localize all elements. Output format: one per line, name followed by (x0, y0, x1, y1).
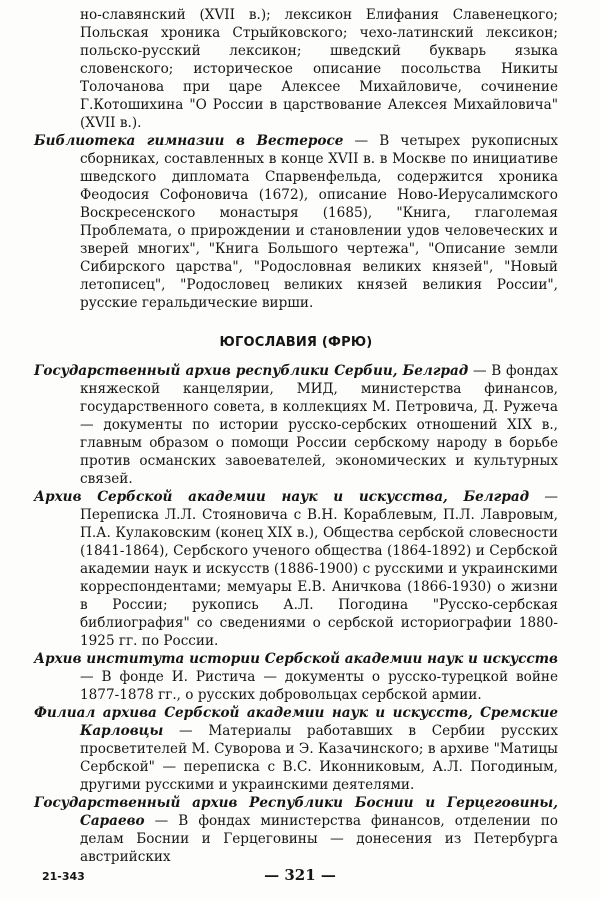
entry-vesteras-library (34, 132, 558, 312)
continuation-paragraph: но-славянский (XVII в.); лексикон Елифания Славенецкого; Польская хроника Стрыйковского; чехо-латинский лексикон; польско-русский лексикон; шведский букварь языка словенского; историческое описание посольства Никиты Толочанова при царе Алексее Михайловиче, сочинение Г.Котошихина "О России в царствование Алексея Михайловича" (XVII в.). (80, 7, 558, 131)
section-heading-yugoslavia: ЮГОСЛАВИЯ (ФРЮ) (219, 335, 373, 350)
entry-title: Архив Сербской академии наук и искусства, Белград (34, 489, 530, 505)
page-number: — 321 — (264, 866, 336, 884)
entry-serbian-academy-archive (34, 488, 558, 650)
entry-text: — В фондах княжеской канцелярии, МИД, министерства финансов, государственного совета, в коллекциях М. Петровича, Д. Ружеча — документы по истории русско-сербских отношений XIX в., главным образом о помощи России сербскому народу в борьбе против османских завоевателей, экономических и культурных связей. (80, 363, 558, 487)
entry-history-institute-archive (34, 650, 558, 704)
entry-sremski-karlovci-branch (34, 704, 558, 794)
printer-signature: 21-343 (42, 870, 85, 883)
entry-title: Государственный архив Республики Боснии и Герцеговины, Сараево (34, 795, 558, 829)
page-body (34, 6, 558, 866)
entry-bosnia-state-archive (34, 794, 558, 866)
entry-text: — Переписка Л.Л. Стояновича с В.Н. Кораблевым, П.Л. Лавровым, П.А. Кулаковским (конец XIX в.), Общества сербской словесности (1841-1864), Сербского ученого общества (1864-1892) и Сербской академии наук и искусств (1886-1900) с русскими и украинскими корреспондентами; мемуары Е.В. Аничкова (1866-1930) о жизни в России; рукопись А.Л. Погодина "Русско-сербская библиография" со сведениями о сербской историографии 1880-1925 гг. по России. (80, 489, 558, 649)
entry-text: — В четырех рукописных сборниках, составленных в конце XVII в. в Москве по инициативе шведского дипломата Спарвенфельда, содержится хроника Феодосия Софоновича (1672), описание Ново-Иерусалимского Воскресенского монастыря (1685), "Книга, глаголемая Проблемата, о прирождении и становлении удов человеческих и зверей многих", "Книга Большого чертежа", "Описание земли Сибирского царства", "Родословная великих князей", "Новый летописец", "Родословец великих князей великия России", русские геральдические вирши. (80, 133, 558, 311)
entry-title: Библиотека гимназии в Вестеросе (34, 133, 344, 149)
entry-text: — В фондах министерства финансов, отделении по делам Боснии и Герцеговины — донесения из Петербурга австрийских (80, 813, 558, 865)
entry-title: Государственный архив республики Сербии, Белград (34, 363, 469, 379)
entry-text: — В фонде И. Ристича — документы о русско-турецкой войне 1877-1878 гг., о русских добровольцах сербской армии. (80, 669, 558, 703)
entry-text: — Материалы работавших в Сербии русских просветителей М. Суворова и Э. Казачинского; в архиве "Матицы Сербской" — переписка с В.С. Иконниковым, А.Л. Погодиным, другими русскими и украинскими деятелями. (80, 723, 558, 793)
entry-title: Архив института истории Сербской академии наук и искусств (34, 651, 558, 667)
entry-title: Филиал архива Сербской академии наук и искусств, Сремские Карловцы (34, 705, 558, 739)
entry-serbia-state-archive (34, 362, 558, 488)
